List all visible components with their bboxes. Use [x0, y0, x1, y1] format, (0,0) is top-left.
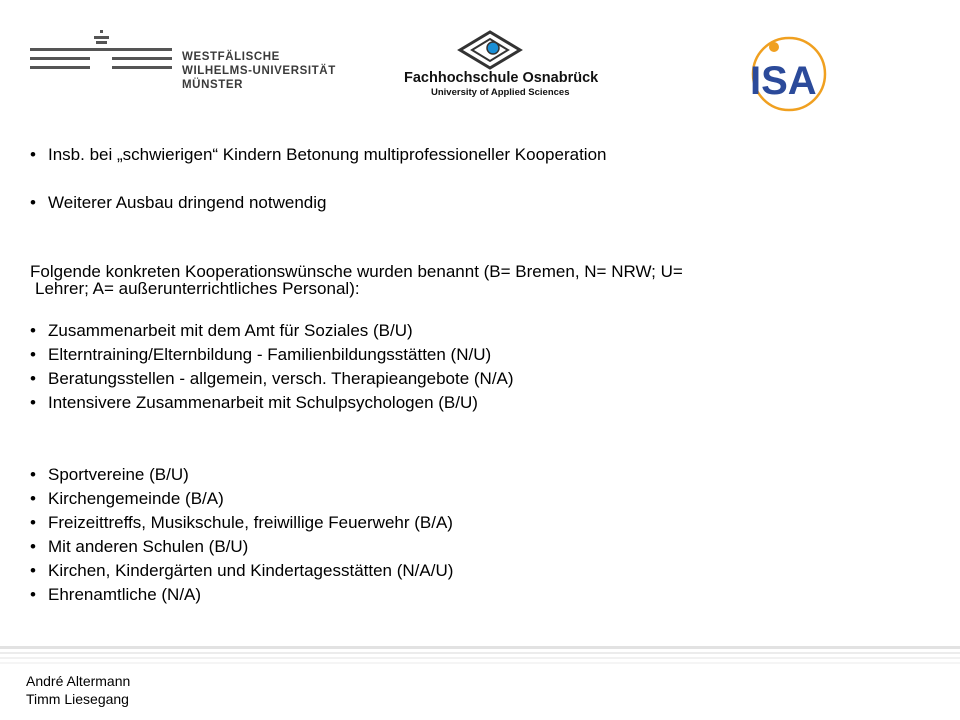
- isa-logo-mark-icon: [744, 34, 834, 114]
- bullet-text: Sportvereine (B/U): [48, 465, 189, 484]
- bullet-marker: •: [30, 345, 36, 364]
- bullet-marker: •: [30, 513, 36, 532]
- bullet-text: Ehrenamtliche (N/A): [48, 585, 202, 604]
- bullet-text: Elterntraining/Elternbildung - Familienbildungsstätten (N/U): [48, 345, 492, 364]
- bullet-text: Mit anderen Schulen (B/U): [48, 537, 249, 556]
- list-item: [30, 343, 890, 367]
- bullet-marker: •: [30, 465, 36, 484]
- wwu-logo-mark-icon: [30, 28, 180, 100]
- fho-logo-name: Fachhochschule Osnabrück: [404, 70, 599, 86]
- wwu-logo-text: [182, 50, 336, 92]
- bullet-marker: •: [30, 489, 36, 508]
- footer-divider: [0, 646, 960, 676]
- wwu-logo: [30, 28, 336, 100]
- list-item: [30, 191, 890, 215]
- bullet-marker: •: [30, 585, 36, 604]
- isa-logo-text: ISA: [750, 59, 817, 103]
- list-item: [30, 463, 890, 487]
- bullet-marker: •: [30, 369, 36, 388]
- bullet-marker: •: [30, 145, 36, 164]
- list-item: [30, 319, 890, 343]
- bullet-text: Zusammenarbeit mit dem Amt für Soziales (B/U): [48, 321, 413, 340]
- bullet-marker: •: [30, 537, 36, 556]
- bullet-text: Freizeittreffs, Musikschule, freiwillige Feuerwehr (B/A): [48, 513, 453, 532]
- bullet-marker: •: [30, 561, 36, 580]
- footer-authors: [26, 672, 130, 708]
- bullet-text: Kirchengemeinde (B/A): [48, 489, 224, 508]
- wwu-logo-line2: WILHELMS-UNIVERSITÄT: [182, 65, 336, 77]
- list-item: [30, 511, 890, 535]
- list-item: [30, 143, 890, 167]
- bullet-text: Insb. bei „schwierigen“ Kindern Betonung multiprofessioneller Kooperation: [48, 145, 607, 164]
- bullet-text: Beratungsstellen - allgemein, versch. Therapieangebote (N/A): [48, 369, 514, 388]
- bullet-marker: •: [30, 393, 36, 412]
- fho-logo-subtitle: University of Applied Sciences: [431, 87, 570, 98]
- slide-content: [30, 143, 890, 607]
- bullet-text: Intensivere Zusammenarbeit mit Schulpsychologen (B/U): [48, 393, 478, 412]
- bullet-marker: •: [30, 193, 36, 212]
- list-item: [30, 583, 890, 607]
- isa-logo: [744, 34, 834, 114]
- bullet-text: Kirchen, Kindergärten und Kindertagesstätten (N/A/U): [48, 561, 454, 580]
- list-item: [30, 487, 890, 511]
- list-item: [30, 367, 890, 391]
- intro-paragraph-line1: Folgende konkreten Kooperationswünsche wurden benannt (B= Bremen, N= NRW; U=: [30, 262, 683, 281]
- cooperation-list-1: [30, 319, 890, 415]
- fho-logo: [398, 30, 598, 102]
- intro-paragraph-line2: Lehrer; A= außerunterrichtliches Personal):: [35, 279, 360, 298]
- wwu-logo-line1: WESTFÄLISCHE: [182, 51, 280, 63]
- author-name: Timm Liesegang: [26, 691, 129, 707]
- bullet-marker: •: [30, 321, 36, 340]
- bullet-text: Weiterer Ausbau dringend notwendig: [48, 193, 327, 212]
- list-item: [30, 559, 890, 583]
- wwu-logo-line3: MÜNSTER: [182, 79, 244, 91]
- list-item: [30, 535, 890, 559]
- fho-logo-mark-icon: [398, 30, 598, 70]
- intro-paragraph: [30, 263, 890, 297]
- author-name: André Altermann: [26, 673, 131, 689]
- list-item: [30, 391, 890, 415]
- cooperation-list-2: [30, 463, 890, 607]
